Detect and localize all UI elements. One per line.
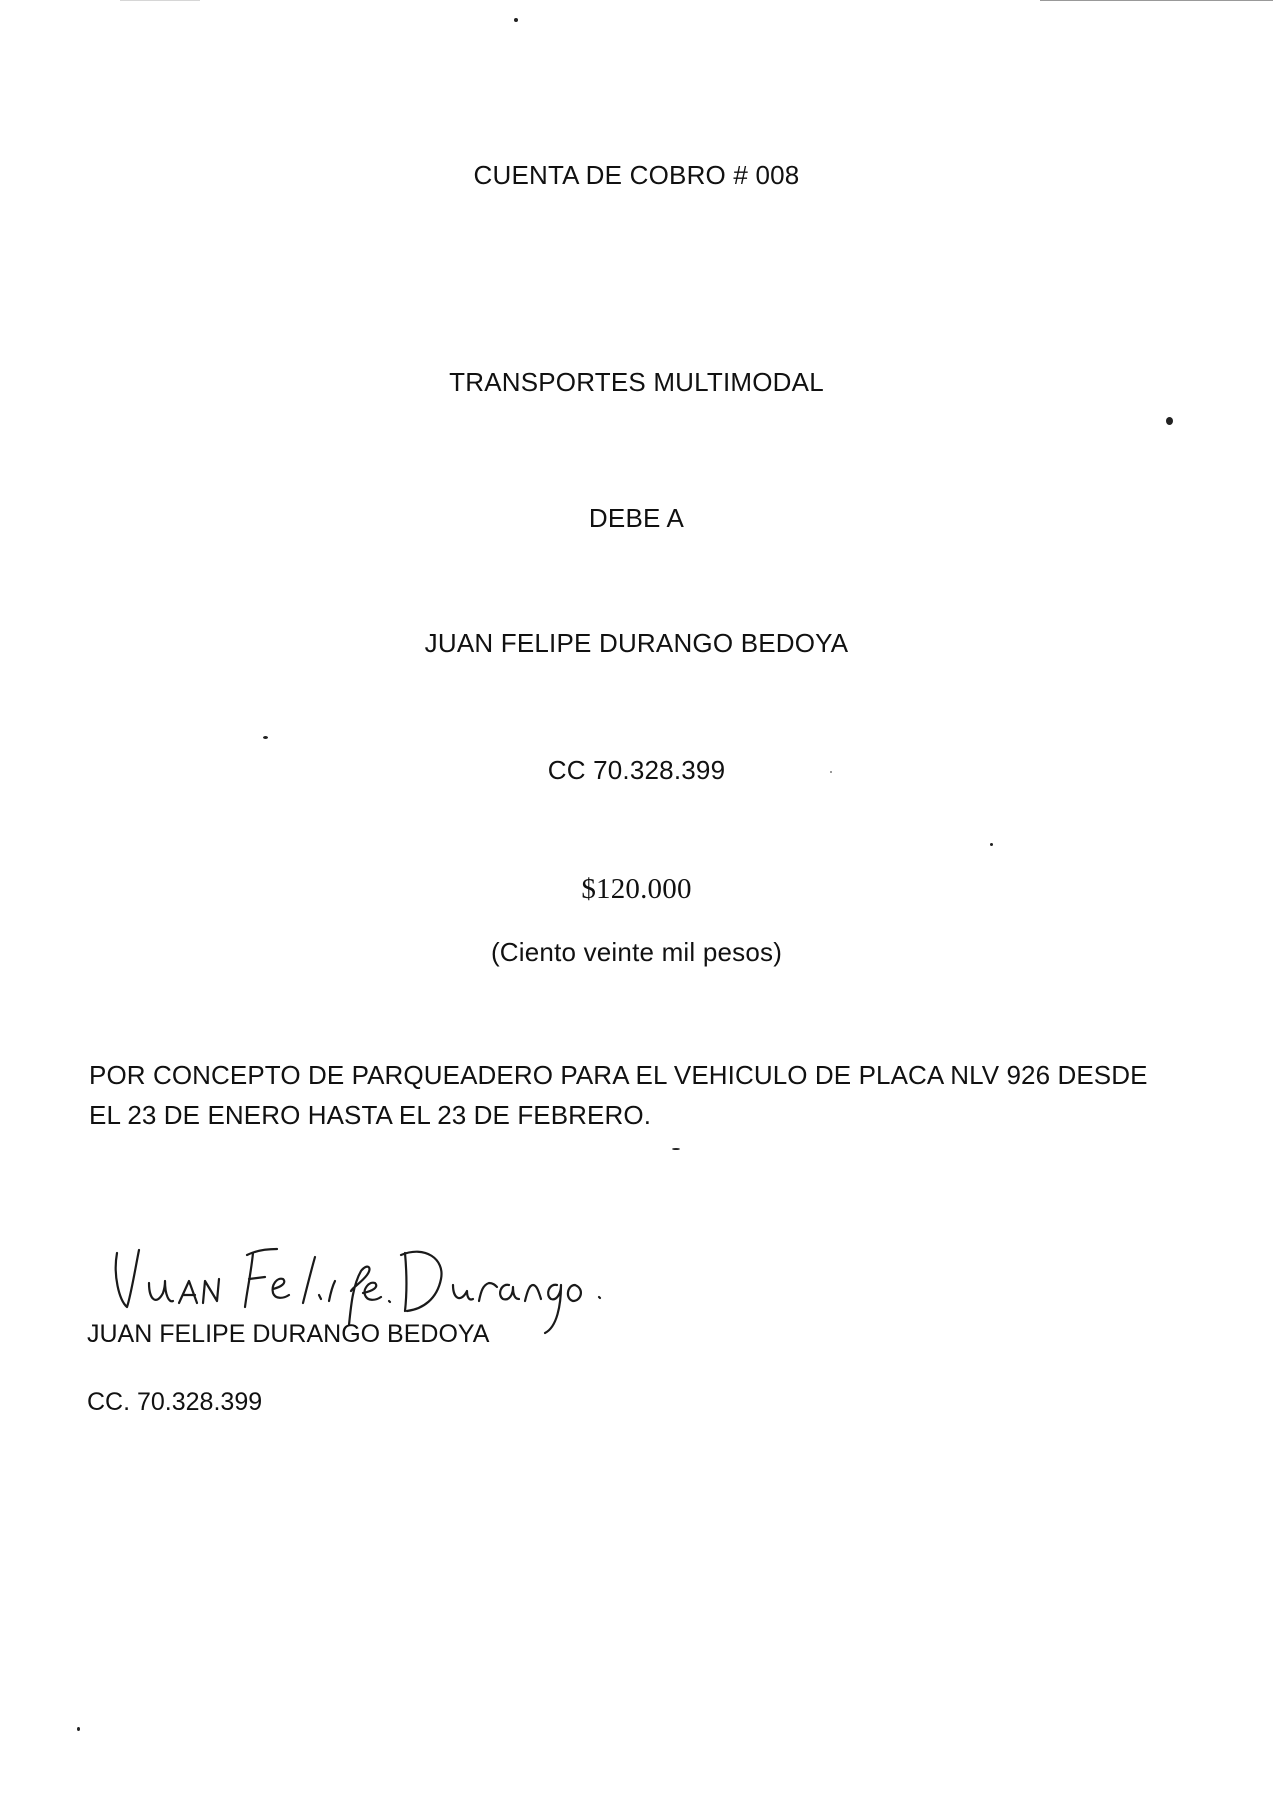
scan-speck	[990, 843, 993, 846]
scan-speck	[77, 1727, 80, 1731]
scan-artifact-line	[1040, 0, 1273, 1]
scan-speck	[1166, 417, 1173, 425]
owes-label: DEBE A	[588, 503, 685, 533]
signature-id: CC. 70.328.399	[87, 1388, 263, 1416]
scan-speck	[672, 1148, 680, 1150]
amount: $120.000	[581, 873, 692, 905]
creditor-name: JUAN FELIPE DURANGO BEDOYA	[424, 628, 849, 658]
scan-speck	[263, 736, 268, 739]
creditor-id: CC 70.328.399	[547, 755, 726, 785]
scan-speck	[514, 18, 518, 22]
signature-name: JUAN FELIPE DURANGO BEDOYA	[87, 1320, 490, 1348]
debtor-name: TRANSPORTES MULTIMODAL	[449, 367, 824, 397]
document-title: CUENTA DE COBRO # 008	[473, 160, 800, 190]
amount-in-words: (Ciento veinte mil pesos)	[490, 937, 783, 967]
payment-concept: POR CONCEPTO DE PARQUEADERO PARA EL VEHICULO DE PLACA NLV 926 DESDE EL 23 DE ENERO HASTA EL 23 DE FEBRERO.	[89, 1060, 1148, 1130]
scan-artifact-line	[120, 0, 200, 1]
